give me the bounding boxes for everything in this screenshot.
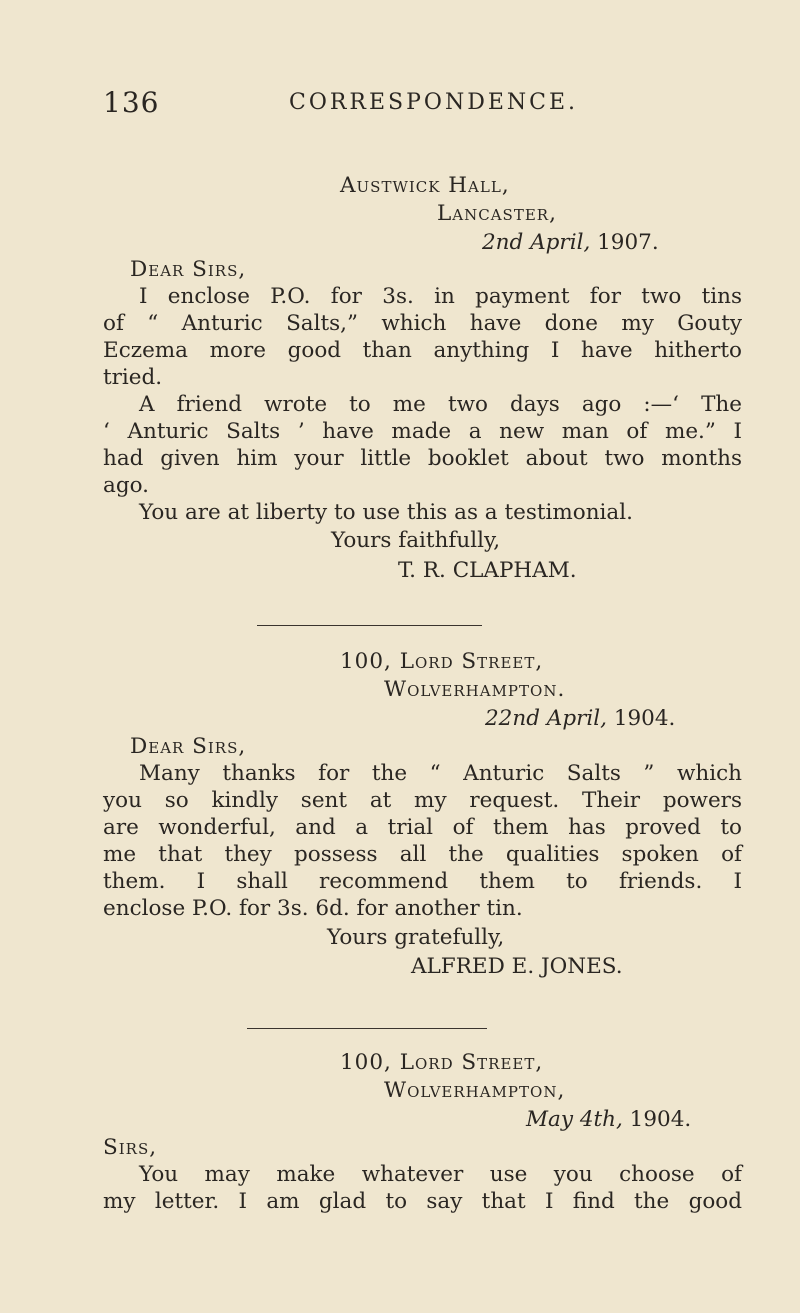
letter-1-date bbox=[482, 229, 659, 257]
letter-3-body-line: my letter. I am glad to say that I find the good bbox=[103, 1189, 742, 1214]
letter-1-body-line: ‘ Anturic Salts ’ have made a new man of me.” I bbox=[103, 419, 742, 444]
letter-1-date-day: 2nd April, bbox=[482, 230, 591, 255]
letter-2-body-line: them. I shall recommend them to friends. I bbox=[103, 869, 742, 894]
letter-2-body-line: are wonderful, and a trial of them has proved to bbox=[103, 815, 742, 840]
letter-2-body-line: you so kindly sent at my request. Their powers bbox=[103, 788, 742, 813]
letter-2-salutation: Dear Sirs, bbox=[130, 734, 247, 759]
letter-1-date-year: 1907. bbox=[597, 230, 659, 255]
page-number: 136 bbox=[103, 86, 160, 119]
page-header bbox=[103, 86, 743, 126]
letter-1-body-line: You are at liberty to use this as a testimonial. bbox=[139, 500, 633, 525]
letter-2-address-line-1: 100, Lord Street, bbox=[340, 649, 544, 674]
letter-1-salutation: Dear Sirs, bbox=[130, 257, 247, 282]
letter-3-body-line: You may make whatever use you choose of bbox=[139, 1162, 742, 1187]
letter-1-address-line-1: Austwick Hall, bbox=[340, 173, 510, 198]
letter-1-body-line: tried. bbox=[103, 365, 163, 390]
letter-3-address-line-1: 100, Lord Street, bbox=[340, 1050, 544, 1075]
running-head: CORRESPONDENCE. bbox=[289, 90, 579, 115]
letter-2-address-line-2: Wolverhampton. bbox=[384, 677, 566, 702]
letter-3-date-day: May 4th, bbox=[526, 1107, 623, 1132]
letter-1-body-line: Eczema more good than anything I have hitherto bbox=[103, 338, 742, 363]
letter-3-salutation: Sirs, bbox=[103, 1135, 158, 1160]
separator-rule bbox=[247, 1028, 487, 1029]
letter-1-body-line: had given him your little booklet about two months bbox=[103, 446, 742, 471]
letter-2-date-year: 1904. bbox=[613, 706, 676, 731]
letter-1-closing: Yours faithfully, bbox=[331, 528, 501, 553]
letter-3-date-year: 1904. bbox=[629, 1107, 692, 1132]
letter-1-body-line: A friend wrote to me two days ago :—‘ The bbox=[139, 392, 742, 417]
letter-1-signature: T. R. CLAPHAM. bbox=[398, 558, 577, 583]
letter-2-body-line: Many thanks for the “ Anturic Salts ” which bbox=[139, 761, 742, 786]
letter-2-body-line: enclose P.O. for 3s. 6d. for another tin. bbox=[103, 896, 523, 921]
letter-1-body-line: of “ Anturic Salts,” which have done my Gouty bbox=[103, 311, 742, 336]
letter-3-date bbox=[526, 1106, 691, 1134]
letter-2-date-day: 22nd April, bbox=[485, 706, 607, 731]
separator-rule bbox=[257, 625, 482, 626]
letter-2-signature: ALFRED E. JONES. bbox=[411, 954, 623, 979]
letter-2-date bbox=[485, 705, 675, 733]
letter-2-closing: Yours gratefully, bbox=[327, 925, 505, 950]
letter-2-body-line: me that they possess all the qualities spoken of bbox=[103, 842, 742, 867]
letter-3-address-line-2: Wolverhampton, bbox=[384, 1078, 566, 1103]
letter-1-body-line: I enclose P.O. for 3s. in payment for two tins bbox=[139, 284, 742, 309]
letter-1-address-line-2: Lancaster, bbox=[437, 201, 557, 226]
letter-1-body-line: ago. bbox=[103, 473, 149, 498]
